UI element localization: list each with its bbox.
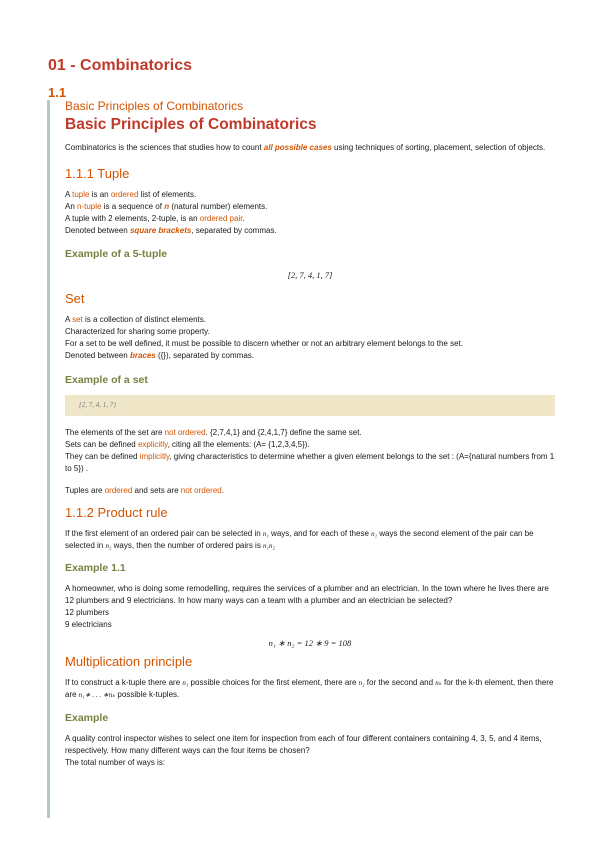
product-rule-heading: 1.1.2 Product rule xyxy=(65,505,168,520)
example-heading: Example xyxy=(65,712,109,724)
main-heading: Basic Principles of Combinatorics xyxy=(65,116,317,133)
intro-paragraph: Combinatorics is the sciences that studies how to count all possible cases using techniques of sorting, placement, selection of objects. xyxy=(65,143,546,152)
tuple-example-math: [2, 7, 4, 1, 7] xyxy=(287,270,333,280)
set-explicit: Sets can be defined explicitly, citing all the elements: (A= {1,2,3,4,5}). xyxy=(65,440,310,449)
tuple-heading: 1.1.1 Tuple xyxy=(65,166,130,181)
example-total-ways: The total number of ways is: xyxy=(65,758,166,767)
multiplication-heading: Multiplication principle xyxy=(65,654,193,669)
tuples-vs-sets: Tuples are ordered and sets are not ordered. xyxy=(65,486,224,495)
ordered-pair-definition: A tuple with 2 elements, 2-tuple, is an ordered pair. xyxy=(65,214,245,223)
set-implicit: They can be defined implicitly, giving characteristics to determine whether a given element belongs to the set : (A={natural numbers from 1 to 5}) . xyxy=(65,452,555,473)
tuple-definition: A tuple is an ordered list of elements. xyxy=(65,190,197,199)
section-number: 1.1 xyxy=(48,85,67,100)
example-1-1-math: n₁ ∗ n₂ = 12 ∗ 9 = 108 xyxy=(268,638,352,648)
n-tuple-definition: An n-tuple is a sequence of n (natural number) elements. xyxy=(65,202,268,211)
breadcrumb: Basic Principles of Combinatorics xyxy=(65,99,244,113)
example-1-1-electricians: 9 electricians xyxy=(65,620,112,629)
multiplication-text: If to construct a k-tuple there are n₁ possible choices for the first element, there are n₂ for the second and nₖ for the k-th element, then there are n₁∗ . . . ∗nₖ possible k-tuples. xyxy=(65,678,554,699)
set-example-box: {2, 7, 4, 1, 7} xyxy=(65,395,555,416)
page-title: 01 - Combinatorics xyxy=(48,57,193,74)
product-rule-text: If the first element of an ordered pair can be selected in n₁ ways, and for each of these n₁ ways the second element of the pair can be selected in n₂ ways, then the number of ordered pairs is n₁n₂ xyxy=(65,529,534,550)
example-1-1-text: A homeowner, who is doing some remodelling, requires the services of a plumber and an electrician. In the town where he lives there are 12 plumbers and 9 electricians. In how many ways can a team with a plumber and an electrician be selected? xyxy=(65,584,549,605)
section-left-bar xyxy=(47,100,50,818)
set-property: Characterized for sharing some property. xyxy=(65,327,210,336)
tuple-example-heading: Example of a 5-tuple xyxy=(65,248,168,260)
example-1-1-heading: Example 1.1 xyxy=(65,562,126,574)
set-well-defined: For a set to be well defined, it must be possible to discern whether or not an arbitrary element belongs to the set. xyxy=(65,339,463,348)
set-example-heading: Example of a set xyxy=(65,374,148,386)
set-heading: Set xyxy=(65,291,85,306)
set-notation: Denoted between braces ({}), separated by commas. xyxy=(65,351,254,360)
set-not-ordered: The elements of the set are not ordered. {2,7,4,1} and {2,4,1,7} define the same set. xyxy=(65,428,362,437)
example-1-1-plumbers: 12 plumbers xyxy=(65,608,110,617)
tuple-notation: Denoted between square brackets, separated by commas. xyxy=(65,226,277,235)
set-definition: A set is a collection of distinct elements. xyxy=(65,315,206,324)
example-text: A quality control inspector wishes to select one item for inspection from each of four different containers containing 4, 3, 5, and 4 items, respectively. How many different ways can the four items be chosen? xyxy=(65,734,542,755)
section-content xyxy=(65,100,555,769)
